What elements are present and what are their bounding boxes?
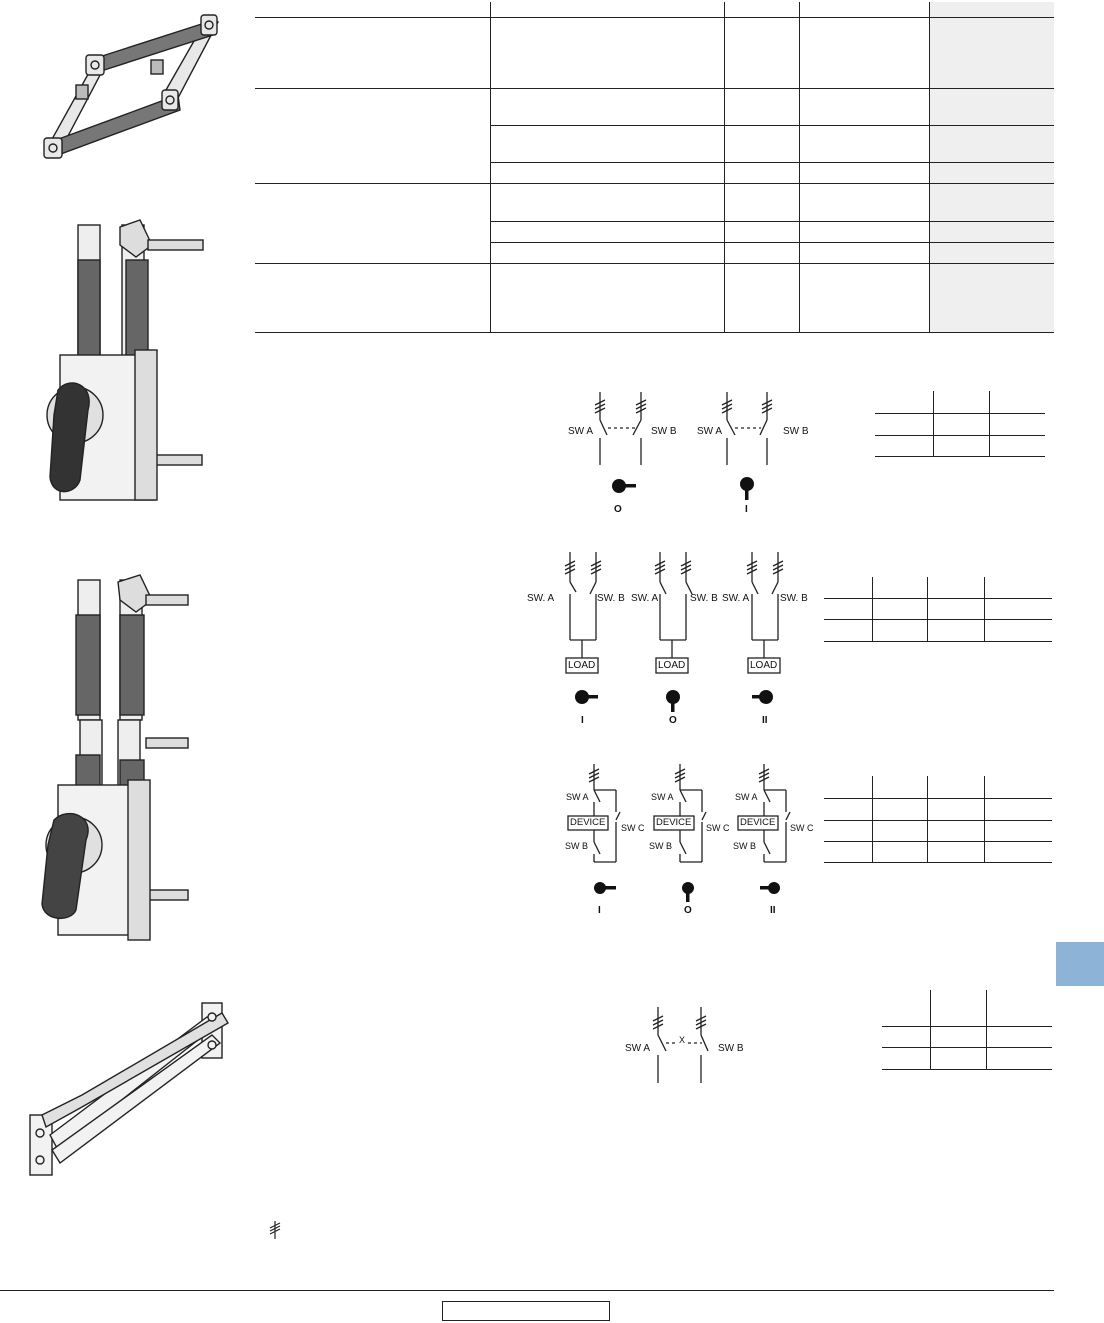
label-sw-a-2: SW A — [697, 426, 723, 437]
position-off-label: O — [614, 504, 622, 515]
position-0-label: O — [684, 905, 692, 916]
device-label-1: DEVICE — [570, 817, 606, 828]
label-sw-a: SW A — [625, 1043, 651, 1054]
label-sw-b-1: SW B — [565, 841, 589, 851]
label-sw-b-2: SW. B — [690, 593, 718, 604]
table-shaded-column — [930, 2, 1054, 332]
label-sw-c-2: SW C — [706, 823, 730, 833]
device-label-2: DEVICE — [656, 817, 692, 828]
wiring-diagram-1 — [555, 390, 825, 520]
load-label-2: LOAD — [658, 660, 686, 671]
interlock-bar-illustration — [22, 995, 237, 1185]
position-2-label: II — [762, 715, 768, 726]
label-sw-b: SW B — [651, 426, 677, 437]
label-sw-b-3: SW B — [733, 841, 757, 851]
label-sw-a-1: SW A — [566, 792, 589, 802]
position-1-label: I — [581, 715, 584, 726]
three-pole-symbol-icon — [268, 1220, 282, 1240]
label-sw-a-1: SW. A — [527, 593, 555, 604]
wiring-diagram-2 — [526, 550, 806, 730]
label-sw-a-2: SW. A — [631, 593, 659, 604]
position-on-label: I — [745, 504, 748, 515]
device-label-3: DEVICE — [740, 817, 776, 828]
label-sw-c-1: SW C — [621, 823, 645, 833]
footer-rule — [0, 1290, 1054, 1291]
label-sw-a: SW A — [568, 426, 594, 437]
load-label-1: LOAD — [568, 660, 596, 671]
label-sw-b: SW B — [718, 1043, 744, 1054]
bridge-bar-illustration — [36, 10, 226, 165]
switch-with-handle-illustration-2 — [36, 570, 206, 942]
wiring-diagram-3 — [562, 762, 817, 922]
label-sw-a-2: SW A — [651, 792, 674, 802]
position-1-label: I — [598, 905, 601, 916]
footer-page-box — [442, 1301, 610, 1321]
switch-with-handle-illustration-1 — [40, 215, 210, 510]
label-sw-b-1: SW. B — [597, 593, 625, 604]
label-sw-c-3: SW C — [790, 823, 814, 833]
position-0-label: O — [669, 715, 677, 726]
label-sw-a-3: SW A — [735, 792, 758, 802]
label-sw-b-3: SW. B — [780, 593, 808, 604]
position-2-label: II — [770, 905, 776, 916]
wiring-diagram-4 — [620, 1005, 760, 1090]
label-sw-b-2: SW B — [649, 841, 673, 851]
label-sw-b-2: SW B — [783, 426, 809, 437]
load-label-3: LOAD — [750, 660, 778, 671]
section-tab[interactable] — [1056, 942, 1104, 986]
interlock-x-label: X — [679, 1035, 686, 1045]
label-sw-a-3: SW. A — [722, 593, 750, 604]
